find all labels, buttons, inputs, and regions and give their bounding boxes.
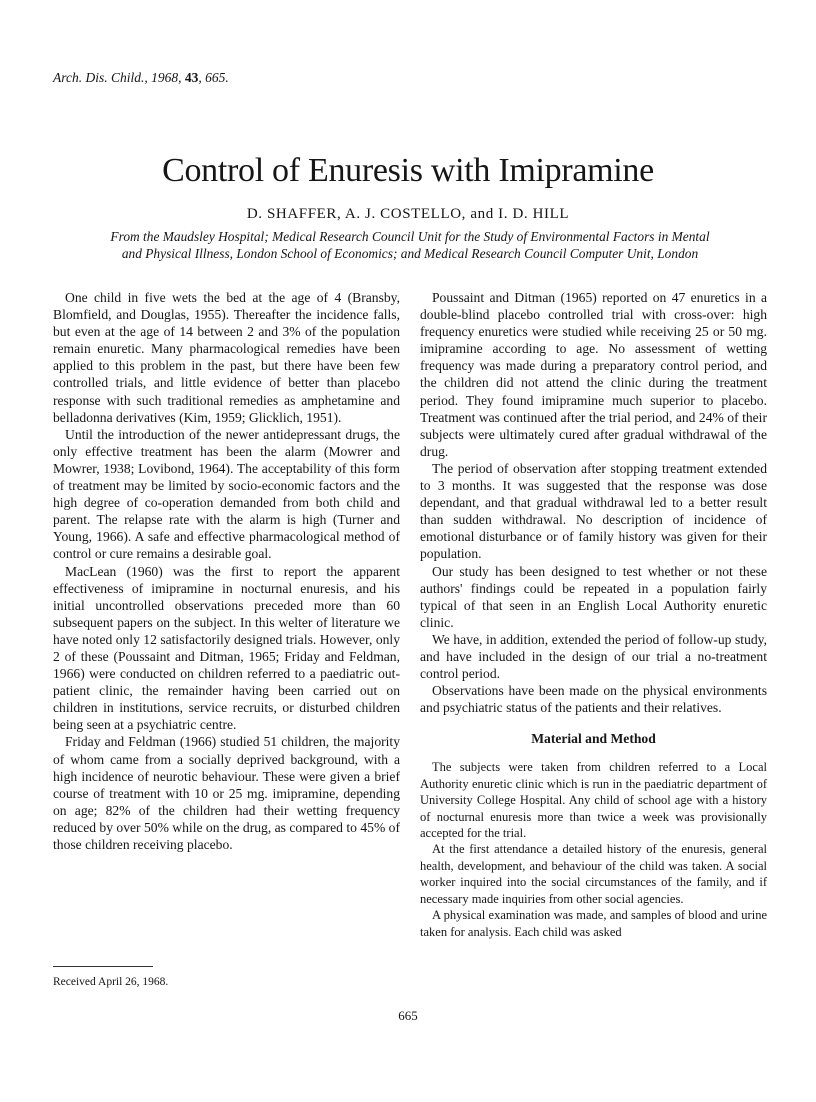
author-affiliation: From the Maudsley Hospital; Medical Research Council Unit for the Study of Environmental Factors in Mental and Physical Illness, London School of Economics; and Medical Research Council Computer Unit, London bbox=[110, 229, 710, 262]
paragraph: Observations have been made on the physical environments and psychiatric status of the patients and their relatives. bbox=[420, 683, 767, 716]
journal-volume: 43 bbox=[184, 70, 199, 85]
paragraph: We have, in addition, extended the period of follow-up study, and have included in the design of our trial a no-treatment control period. bbox=[420, 631, 767, 682]
paragraph: The period of observation after stopping treatment extended to 3 months. It was suggested that the response was dose dependant, and that gradual withdrawal led to a better result than sudden withdrawal. No description of incidence of emotional disturbance or of family history was given for their population. bbox=[420, 460, 767, 562]
left-column bbox=[53, 289, 400, 853]
footnote-divider bbox=[53, 966, 153, 967]
paragraph: Friday and Feldman (1966) studied 51 children, the majority of whom came from a socially deprived background, with a high incidence of neurotic behaviour. These were given a brief course of treatment with 10 or 25 mg. imipramine, depending on age; 82% of the children had their wetting frequency reduced by over 50% while on the drug, as compared to 45% of those children receiving placebo. bbox=[53, 734, 400, 852]
journal-page: , 665. bbox=[198, 70, 229, 85]
section-heading: Material and Method bbox=[531, 731, 656, 747]
article-authors: D. SHAFFER, A. J. COSTELLO, and I. D. HILL bbox=[246, 206, 570, 222]
paragraph: Our study has been designed to test whether or not these authors' findings could be repeated in a population fairly typical of that seen in an English Local Authority enuretic clinic. bbox=[420, 563, 767, 630]
journal-name: Arch. Dis. Child. bbox=[53, 70, 145, 85]
received-date-footnote: Received April 26, 1968. bbox=[53, 976, 169, 988]
article-title: Control of Enuresis with Imipramine bbox=[162, 152, 654, 189]
paragraph: A physical examination was made, and samples of blood and urine taken for analysis. Each child was asked bbox=[420, 908, 767, 939]
page-number: 665 bbox=[398, 1008, 418, 1023]
paragraph: Poussaint and Ditman (1965) reported on 47 enuretics in a double-blind placebo controlled trial with cross-over: high frequency enuretics were studied while receiving 25 or 50 mg. imipramine according to age. No assessment of wetting frequency was made during a preparatory control period, and the children did not attend the clinic during the treatment period. They found imipramine much superior to placebo. Treatment was continued after the trial period, and 24% of their subjects were ultimately cured after gradual withdrawal of the drug. bbox=[420, 290, 767, 459]
paragraph: MacLean (1960) was the first to report the apparent effectiveness of imipramine in nocturnal enuresis, and his initial uncontrolled observations preceded more than 60 subsequent papers on the subject. In this welter of literature we have noted only 12 satisfactorily designed trials. However, only 2 of these (Poussaint and Ditman, 1965; Friday and Feldman, 1966) were conducted on children referred to a paediatric out-patient clinic, the remainder having been carried out on children in institutions, service recruits, or disturbed children being seen at a psychiatric centre. bbox=[53, 563, 400, 733]
paragraph: At the first attendance a detailed history of the enuresis, general health, development, and behaviour of the child was taken. A social worker inquired into the social circumstances of the family, and if necessary made inquiries from other social agencies. bbox=[420, 842, 767, 906]
right-column bbox=[420, 289, 767, 940]
journal-year: , 1968, bbox=[144, 70, 185, 85]
paragraph: Until the introduction of the newer antidepressant drugs, the only effective treatment has been the alarm (Mowrer and Mowrer, 1938; Lovibond, 1964). The acceptability of this form of treatment may be limited by socio-economic factors and the high degree of co-operation demanded from both child and parent. The relapse rate with the alarm is high (Turner and Young, 1966). A safe and effective pharmacological method of control or cure remains a desirable goal. bbox=[53, 426, 400, 562]
journal-citation bbox=[53, 70, 229, 86]
paragraph: One child in five wets the bed at the age of 4 (Bransby, Blomfield, and Douglas, 1955). Thereafter the incidence falls, but even at the age of 14 between 2 and 3% of the population remain enuretic. Many pharmacological remedies have been applied to this problem in the past, but there have been few controlled trials, and little evidence of better than placebo response with such traditional remedies as amphetamine and belladonna derivatives (Kim, 1959; Glicklich, 1951). bbox=[53, 290, 400, 425]
paragraph: The subjects were taken from children referred to a Local Authority enuretic clinic which is run in the paediatric department of University College Hospital. Any child of school age with a history of nocturnal enuresis more than twice a week was provisionally accepted for the trial. bbox=[420, 760, 767, 841]
